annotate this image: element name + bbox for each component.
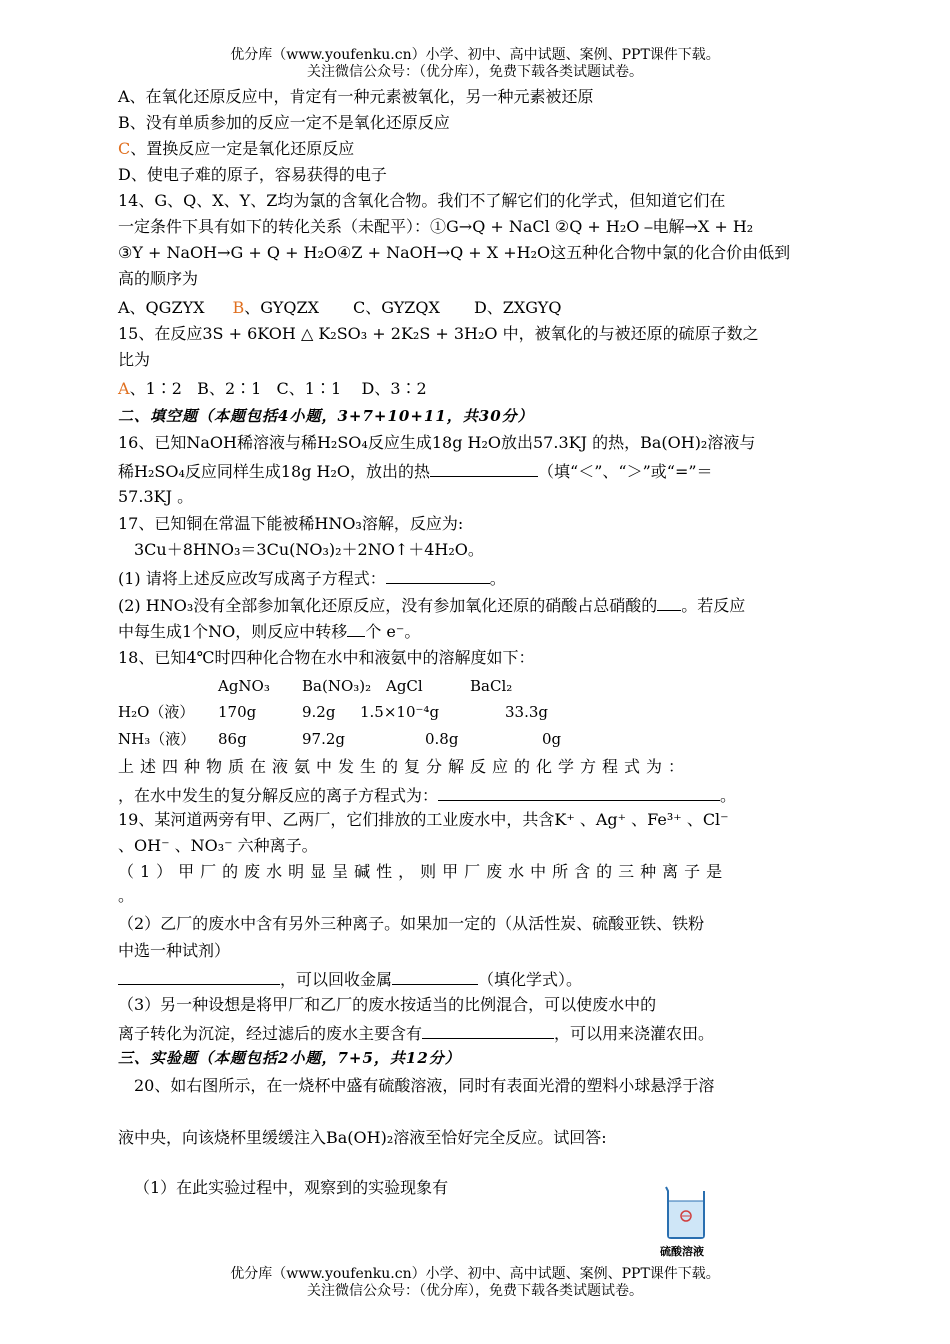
q18-line1: 18、已知4℃时四种化合物在水中和液氨中的溶解度如下： <box>118 648 535 667</box>
table-row-ammonia-label: NH₃（液） <box>118 730 196 748</box>
q13-option-c-text: 、置换反应一定是氧化还原反应 <box>130 139 355 158</box>
q17-part2-blank2 <box>347 620 365 637</box>
q19-part2-text3: ，可以回收金属 <box>280 970 393 989</box>
q14-option-c: C、GYZQX <box>353 298 440 317</box>
q19-contains-blank <box>422 1022 554 1039</box>
beaker-solution <box>669 1201 703 1237</box>
q18-line2: 上述四种物质在液氨中发生的复分解反应的化学方程式为： <box>118 757 691 776</box>
q16-line2-a: 稀H₂SO₄反应同样生成18g H₂O，放出的热 <box>118 462 431 481</box>
table-cell: 170g <box>218 703 257 721</box>
q14-options <box>118 298 833 318</box>
q19-part2-line2: 中选一种试剂） <box>118 941 231 960</box>
q19-part1: （1）甲厂的废水明显呈碱性，则甲厂废水中所含的三种离子是 <box>118 862 729 881</box>
table-col-agno3: AgNO₃ <box>218 677 270 695</box>
q16-line2 <box>118 460 833 482</box>
q15-line2: 比为 <box>118 350 151 369</box>
q20-line2: 液中央，向该烧杯里缓缓注入Ba(OH)₂溶液至恰好完全反应。试回答: <box>118 1128 607 1147</box>
q18-line3 <box>118 784 833 806</box>
q17-part1-blank <box>386 567 490 584</box>
q13-option-a: A、在氧化还原反应中，肯定有一种元素被氧化，另一种元素被还原 <box>118 87 594 106</box>
table-cell: 1.5×10⁻⁴g <box>360 703 440 721</box>
q16-line1: 16、已知NaOH稀溶液与稀H₂SO₄反应生成18g H₂O放出57.3KJ 的热，Ba(OH)₂溶液与 <box>118 433 756 452</box>
section3-title: 三、实验题（本题包括2小题，7+5，共12分） <box>118 1049 461 1067</box>
table-cell: 86g <box>218 730 247 748</box>
q14-line4: 高的顺序为 <box>118 269 199 288</box>
q14-line1: 14、G、Q、X、Y、Z均为氯的含氧化合物。我们不了解它们的化学式，但知道它们在 <box>118 191 726 210</box>
q19-part3-end: ，可以用来浇灌农田。 <box>554 1024 715 1043</box>
q17-part1-end: 。 <box>489 569 506 588</box>
q17-part2 <box>118 594 833 616</box>
q14-line2: 一定条件下具有如下的转化关系（未配平）：①G→Q + NaCl ②Q + H₂O ⎯电解→X + H₂ <box>118 217 754 236</box>
q17-part2-text: (2) HNO₃没有全部参加氧化还原反应，没有参加氧化还原的硝酸占总硝酸的 <box>118 596 658 615</box>
section2-title: 二、填空题（本题包括4小题，3+7+10+11，共30分） <box>118 407 534 425</box>
q14-line3: ③Y + NaOH→G + Q + H₂O④Z + NaOH→Q + X +H₂O这五种化合物中氯的化合价由低到 <box>118 243 791 262</box>
q15-line1: 15、在反应3S + 6KOH △ K₂SO₃ + 2K₂S + 3H₂O 中，被氧化的与被还原的硫原子数之 <box>118 324 759 343</box>
q19-part2: （2）乙厂的废水中含有另外三种离子。如果加一定的（从活性炭、硫酸亚铁、铁粉 <box>118 914 705 933</box>
q18-answer-blank <box>438 784 720 801</box>
q19-part3-text: 离子转化为沉淀，经过滤后的废水主要含有 <box>118 1024 423 1043</box>
q19-part2-text4: （填化学式）。 <box>478 970 583 989</box>
table-col-bacl2: BaCl₂ <box>470 677 513 695</box>
q17-line1: 17、已知铜在常温下能被稀HNO₃溶解，反应为: <box>118 514 464 533</box>
q18-line3-end: 。 <box>720 786 737 805</box>
q15-option-a-letter: A <box>118 379 130 398</box>
page-header-line2: 关注微信公众号：（优分库），免费下载各类试题试卷。 <box>307 64 643 80</box>
q17-part2-text4: 个 e⁻。 <box>365 622 421 641</box>
q14-option-b-letter: B <box>232 298 245 317</box>
table-cell: 33.3g <box>505 703 549 721</box>
q20-part1: （1）在此实验过程中，观察到的实验现象有 <box>134 1178 449 1197</box>
q19-line2: 、OH⁻ 、NO₃⁻ 六种离子。 <box>118 836 318 855</box>
q19-reagent-blank <box>118 968 280 985</box>
q16-answer-blank <box>430 460 538 477</box>
q18-line3-text: ，在水中发生的复分解反应的离子方程式为： <box>118 786 439 805</box>
page-footer-line1: 优分库（www.youfenku.cn）小学、初中、高中试题、案例、PPT课件下载。 <box>230 1266 720 1282</box>
table-cell: 9.2g <box>302 703 336 721</box>
q13-option-d: D、使电子难的原子，容易获得的电子 <box>118 165 387 184</box>
q19-part3-line2 <box>118 1022 833 1044</box>
q19-part1-end: 。 <box>118 886 135 905</box>
page-header-line1: 优分库（www.youfenku.cn）小学、初中、高中试题、案例、PPT课件下载。 <box>230 47 720 63</box>
q13-option-b: B、没有单质参加的反应一定不是氧化还原反应 <box>118 113 450 132</box>
table-cell: 0g <box>542 730 562 748</box>
q17-part2-blank1 <box>657 594 681 611</box>
q17-equation: 3Cu＋8HNO₃＝3Cu(NO₃)₂＋2NO↑＋4H₂O。 <box>134 540 484 559</box>
q17-part2-text2: 。若反应 <box>681 596 746 615</box>
q17-part1 <box>118 567 833 589</box>
q15-options <box>118 379 833 399</box>
q16-line3: 57.3KJ 。 <box>118 487 194 506</box>
q19-metal-blank <box>392 968 478 985</box>
table-col-banitrate: Ba(NO₃)₂ <box>302 677 372 695</box>
table-cell: 97.2g <box>302 730 346 748</box>
q17-part1-text: (1) 请将上述反应改写成离子方程式： <box>118 569 386 588</box>
q13-option-c-letter: C <box>118 139 131 158</box>
q14-option-b: 、GYQZX <box>244 298 319 317</box>
table-cell: 0.8g <box>425 730 459 748</box>
q19-part2-line3 <box>118 968 833 990</box>
q13-option-c <box>118 139 833 159</box>
q17-part2-cont <box>118 620 833 642</box>
table-col-agcl: AgCl <box>386 677 423 695</box>
q20-line1: 20、如右图所示，在一烧杯中盛有硫酸溶液，同时有表面光滑的塑料小球悬浮于溶 <box>134 1076 715 1095</box>
beaker-label: 硫酸溶液 <box>660 1245 704 1258</box>
page-footer-line2: 关注微信公众号：（优分库），免费下载各类试题试卷。 <box>307 1283 643 1299</box>
beaker-figure <box>658 1183 714 1241</box>
q19-part3: （3）另一种设想是将甲厂和乙厂的废水按适当的比例混合，可以使废水中的 <box>118 995 657 1014</box>
q16-line2-b: （填“＜”、“＞”或“=”＝ <box>538 462 713 481</box>
table-row-water-label: H₂O（液） <box>118 703 195 721</box>
q14-option-a: A、QGZYX <box>118 298 205 317</box>
q15-options-text: 、1∶2 B、2∶1 C、1∶1 D、3∶2 <box>129 379 427 398</box>
q19-line1: 19、某河道两旁有甲、乙两厂，它们排放的工业废水中，共含K⁺ 、Ag⁺ 、Fe³⁺ 、Cl⁻ <box>118 810 729 829</box>
q17-part2-text3: 中每生成1个NO，则反应中转移 <box>118 622 348 641</box>
q14-option-d: D、ZXGYQ <box>473 298 562 317</box>
